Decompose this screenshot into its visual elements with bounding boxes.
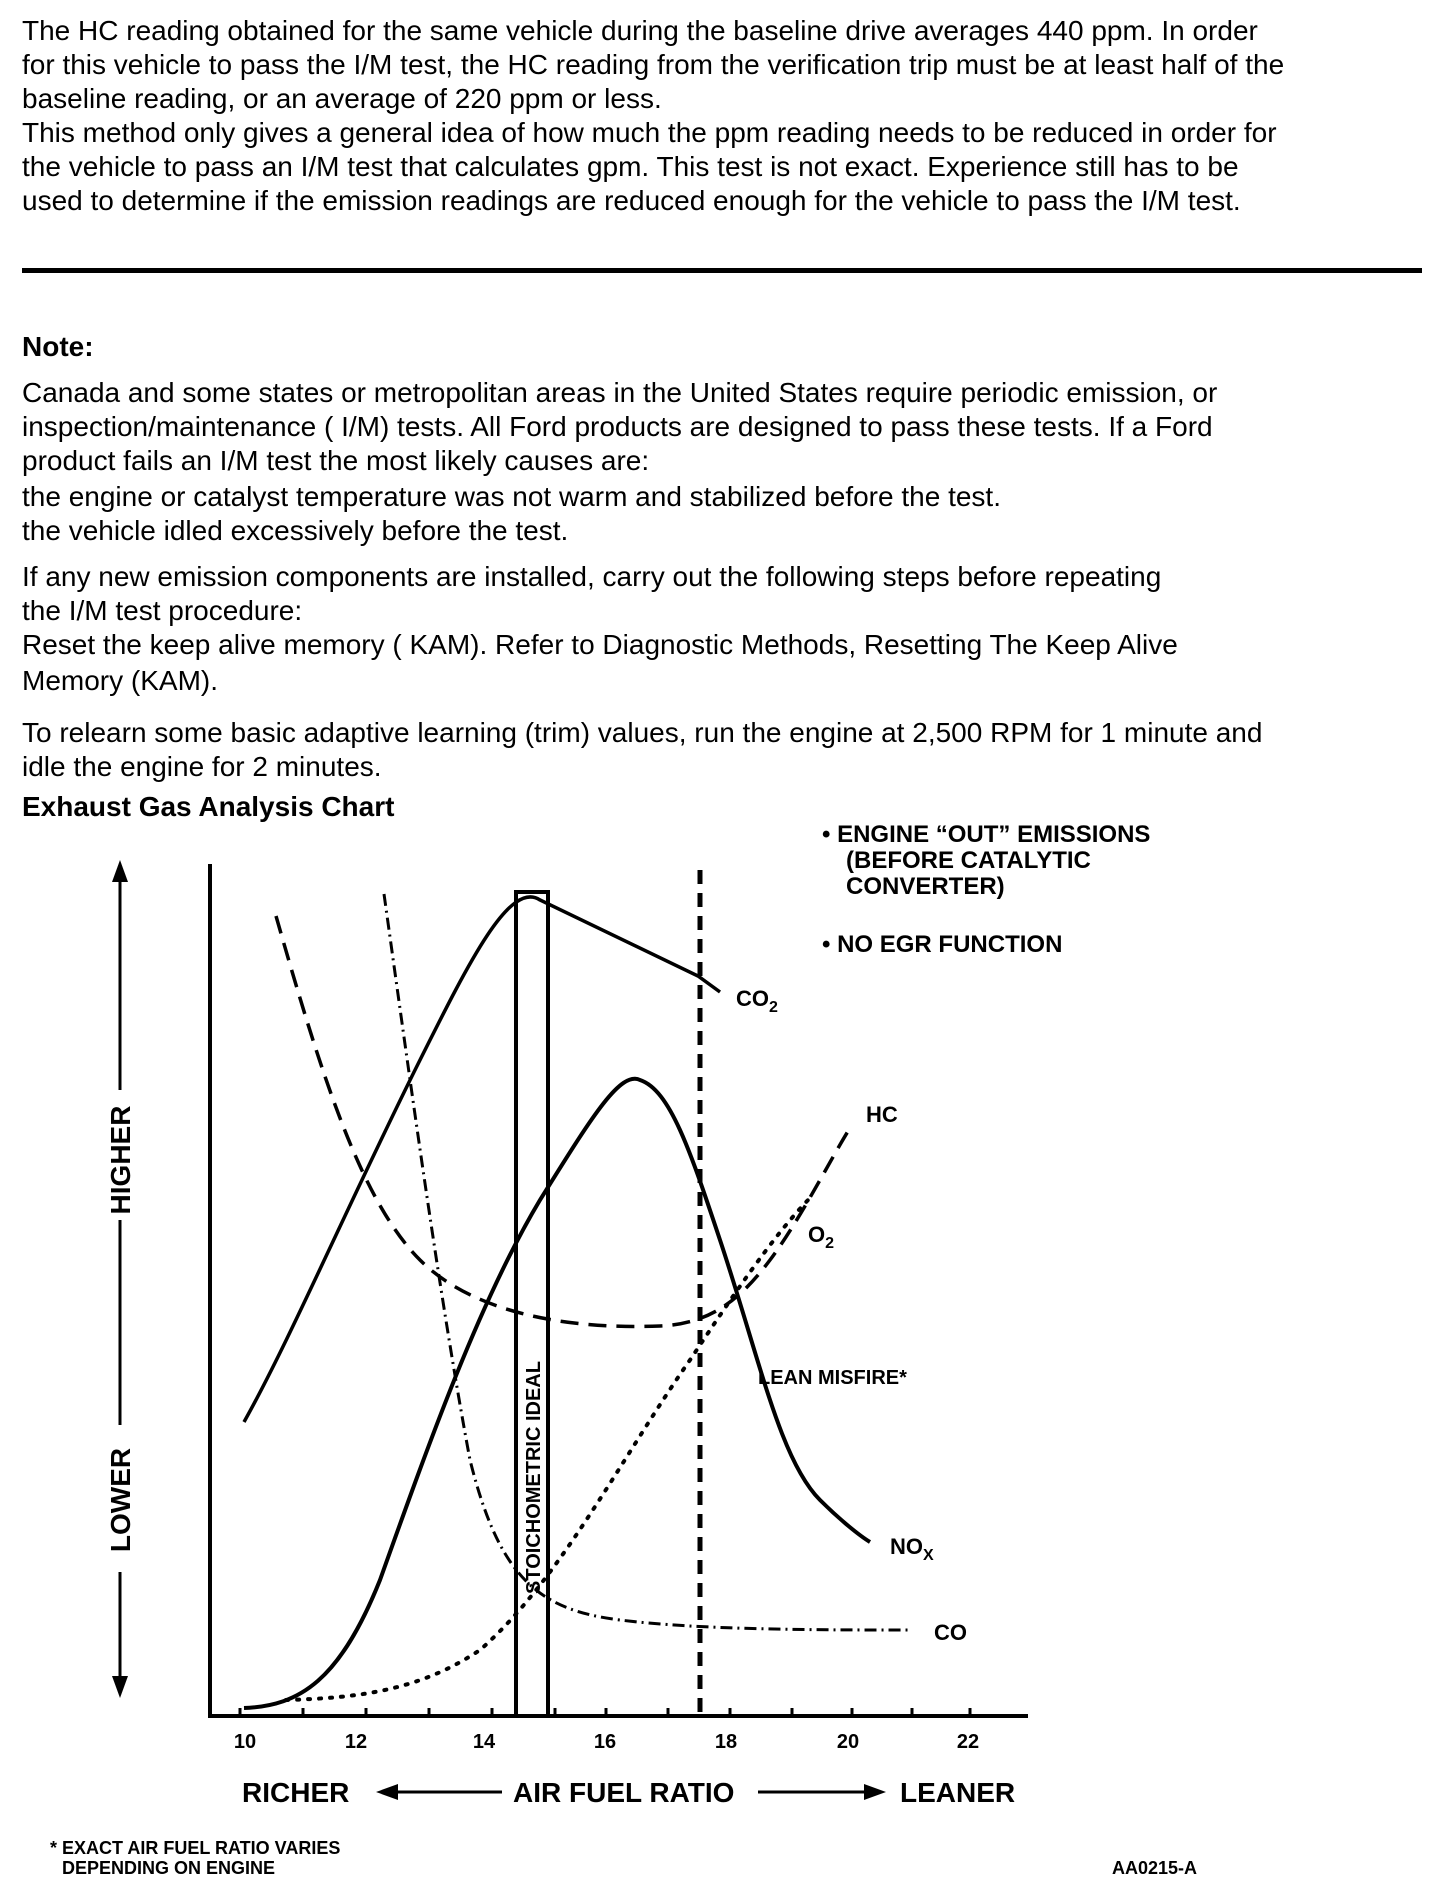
section-divider [22,268,1422,273]
y-label-lower: LOWER [105,1447,136,1553]
hc-curve [276,916,850,1326]
down-arrow-icon [112,1676,128,1698]
note-line: To relearn some basic adaptive learning (trim) values, run the engine at 2,500 RPM for 1 minute and [22,717,1263,748]
x-tick-label: 18 [714,1731,738,1753]
nox-curve [244,1079,870,1708]
note-line: Memory (KAM). [22,665,218,696]
co-curve [384,894,910,1630]
x-tick-label: 12 [344,1731,368,1753]
footnote-line: * EXACT AIR FUEL RATIO VARIES [50,1838,341,1858]
intro-line: used to determine if the emission readings are reduced enough for the vehicle to pass the I/M test. [22,185,1241,216]
figure-id: AA0215-A [1112,1858,1198,1878]
note-line: Reset the keep alive memory ( KAM). Refer to Diagnostic Methods, Resetting The Keep Alive [22,629,1178,660]
note-line: Canada and some states or metropolitan areas in the United States require periodic emission, or [22,377,1218,408]
chart-note-line: (BEFORE CATALYTIC [846,847,1091,874]
x-tick-label: 16 [593,1731,617,1753]
co2-label: $CO_2$ [736,986,778,1016]
intro-line: The HC reading obtained for the same vehicle during the baseline drive averages 440 ppm. In order [22,15,1258,46]
intro-line: baseline reading, or an average of 220 ppm or less. [22,83,662,114]
y-label-higher: HIGHER [105,1105,136,1215]
x-axis-title: AIR FUEL RATIO [513,1777,735,1808]
co2-curve [244,897,720,1422]
x-tick-label: 22 [956,1731,980,1753]
note-line: If any new emission components are installed, carry out the following steps before repeating [22,561,1162,592]
o2-label: $O_2$ [808,1222,835,1252]
x-tick-labels [234,1731,979,1753]
x-axis-caption [242,1777,1015,1808]
chart-note-line: CONVERTER) [846,873,1005,900]
note-line: idle the engine for 2 minutes. [22,751,382,782]
x-tick-label: 14 [472,1731,496,1753]
note-line: the vehicle idled excessively before the test. [22,515,569,546]
note-line: inspection/maintenance ( I/M) tests. All Ford products are designed to pass these tests. If a Ford [22,411,1213,442]
chart-note-line: • ENGINE “OUT” EMISSIONS [822,821,1151,848]
note-heading: Note: [22,331,94,362]
intro-line: This method only gives a general idea of how much the ppm reading needs to be reduced in order for [22,117,1277,148]
chart-note-line: • NO EGR FUNCTION [822,931,1063,958]
up-arrow-icon [112,860,128,882]
x-label-richer: RICHER [242,1777,350,1808]
intro-line: for this vehicle to pass the I/M test, the HC reading from the verification trip must be at least half of the [22,49,1285,80]
stoichiometric-label: STOICHOMETRIC IDEAL [523,1361,545,1594]
x-tick-label: 20 [836,1731,860,1753]
note-line: the engine or catalyst temperature was not warm and stabilized before the test. [22,481,1001,512]
x-tick-label: 10 [233,1731,257,1753]
note-line: the I/M test procedure: [22,595,303,626]
lean-misfire-label: LEAN MISFIRE* [758,1367,907,1389]
exhaust-gas-chart [0,791,1440,1880]
hc-label: HC [866,1102,898,1127]
co-label: CO [934,1620,967,1645]
left-arrow-icon [376,1784,398,1800]
footnote-line: DEPENDING ON ENGINE [62,1858,276,1878]
nox-label: $NO_X$ [890,1534,934,1564]
note-line: product fails an I/M test the most likely causes are: [22,445,650,476]
y-axis-indicator [105,860,136,1698]
chart-title: Exhaust Gas Analysis Chart [22,791,395,822]
chart-notes [822,821,1150,958]
x-label-leaner: LEANER [900,1777,1016,1808]
right-arrow-icon [864,1784,886,1800]
intro-line: the vehicle to pass an I/M test that calculates gpm. This test is not exact. Experience still has to be [22,151,1239,182]
